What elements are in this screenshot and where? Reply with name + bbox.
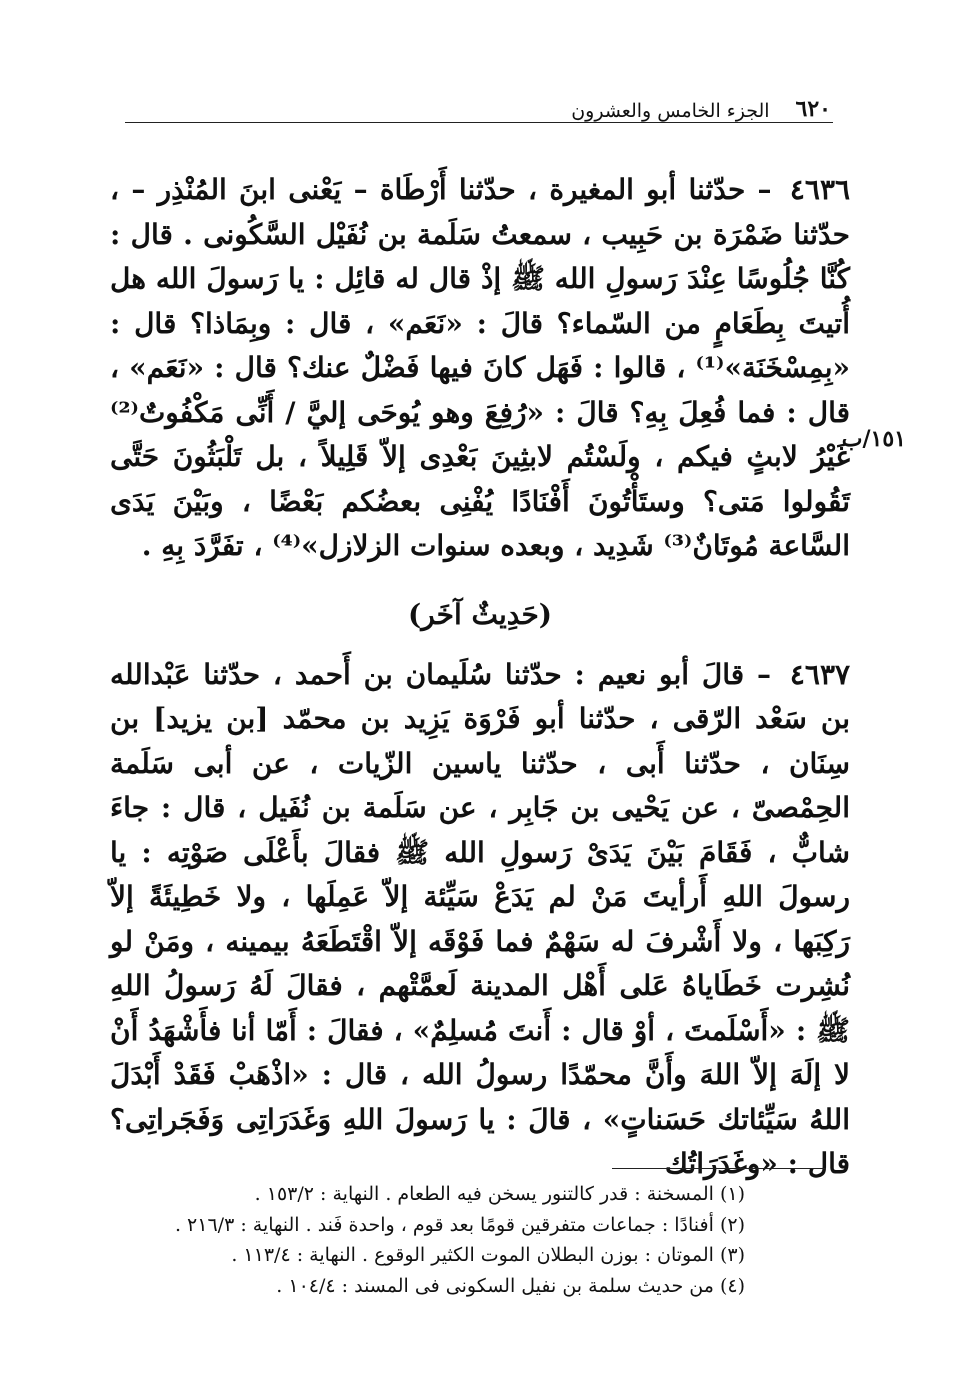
hadith-paragraph bbox=[110, 168, 850, 569]
running-title: الجزء الخامس والعشرون bbox=[571, 100, 770, 122]
hadith-number: ٤٦٣٧ bbox=[789, 657, 851, 691]
footnotes bbox=[130, 1179, 745, 1301]
page-number: ٦٢٠ bbox=[795, 96, 831, 122]
manuscript-folio-note: ١٥١/ب bbox=[841, 426, 906, 452]
hadith-paragraph bbox=[110, 653, 850, 1187]
footnote: (٢) أفنادًا : جماعات متفرقين قومًا بعد قوم ، واحدة فَند . النهاية : ٢١٦/٣ . bbox=[174, 1213, 745, 1236]
footnote: (٤) من حديث سلمة بن نفيل السكونى فى المسند : ١٠٤/٤ . bbox=[276, 1274, 745, 1297]
page-header bbox=[125, 88, 833, 123]
hadith-text: – قالَ أبو نعيم : حدّثنا سُلَيمان بن أَحمد ، حدّثنا عَبْدالله بن سَعْد الرّقى ، حدّثنا أبو فَرْوَة يَزِيد بن محمّد [بن يزيد] بن سِنَان ، حدّثنا أَبى ، حدّثنا ياسين الزّيات ، عن أبى سَلَمة الحِمْصىّ ، عن يَحْيى بن جَابِر ، عن سَلَمة بن نُفَيل ، قال : جاءَ شابٌّ ، فَقَامَ بَيْنَ يَدَىْ رَسولِ الله ﷺ فقالَ بأَعْلَى صَوْتِه : يا رسولَ اللهِ أَرأيتَ مَنْ لم يَدَعْ سَيِّئة إلاّ عَمِلَها ، ولا خَطِيئَةً إلاّ رَكِبَها ، ولا أَشْرفَ له سَهْمٌ فما فَوْقَه إلاّ اقْتَطَعَهُ بيمينه ، ومَنْ لو نُشِرت خَطَاياهُ عَلى أَهْل المدينة لَعمَّتْهم ، فقالَ لَهُ رَسولُ اللهِ ﷺ : «أَسْلَمتَ ، أوْ قال : أَنتَ مُسلِمٌ» ، فقالَ : أَمّا أنا فأَشْهَدُ أَنْ لا إلَهَ إلاّ اللهَ وأَنَّ محمّدًا رسولُ الله ، قال : «اذْهَبْ فَقَدْ أَبْدَلَ اللهُ سَيِّئاتك حَسَناتٍ» ، قالَ : يا رَسولَ اللهِ وَغَدَرَاتِى وَفَجَراتِى؟ قال : «وغَدَرَاتُك bbox=[110, 657, 851, 1180]
footnote: (١) المسخنة : قدر كالتنور يسخن فيه الطعام . النهاية : ١٥٣/٢ . bbox=[254, 1183, 745, 1205]
main-text bbox=[110, 168, 850, 1187]
hadith-number: ٤٦٣٦ bbox=[789, 173, 851, 206]
footnote-divider bbox=[612, 1168, 826, 1169]
hadith-text: – حدّثنا أبو المغيرة ، حدّثنا أَرْطَاة – يَعْنى ابنَ المُنْذِر – ، حدّثنا ضَمْرَة بن حَبِيب ، سمعتُ سَلَمة بن نُفَيْل السَّكُونى . قال : كُنَّا جُلُوسًا عِنْدَ رَسولِ الله ﷺ إذْ قال له قائِل : يا رَسولَ الله هل أُتيتَ بِطَعَامٍ من السّماء؟ قالَ : «نَعَم» ، قال : وبِمَاذا؟ قال : «بِمِسْخَنَة»⁽¹⁾ ، قالوا : فَهَل كانَ فيها فَضْلٌ عنك؟ قال : «نَعَم» ، قال : فما فُعِلَ بِهِ؟ قالَ : «رُفِعَ وهو يُوحَى إليَّ / أَنِّى مَكْفُوتٌ⁽²⁾ غَيْرُ لابثٍ فيكم ، ولَسْتُم لابثِينَ بَعْدِى إلاّ قَلِيلاً ، بل تَلْبَثُونَ حَتَّى تَقُولوا مَتى؟ وستَأْتُونَ أَفْنَادًا يُفْنِى بعضُكم بَعْضًا ، وبَيْنَ يَدَى السَّاعة مُوتَانٌ⁽³⁾ شَدِيد ، وبعده سنوات الزلازل»⁽⁴⁾ ، تفَرَّدَ بِهِ . bbox=[110, 173, 850, 562]
section-title: (حَدِيثٌ آخَر) bbox=[407, 597, 553, 631]
footnote: (٣) الموتان : بوزن البطلان الموت الكثير الوقوع . النهاية : ١١٣/٤ . bbox=[231, 1244, 745, 1266]
